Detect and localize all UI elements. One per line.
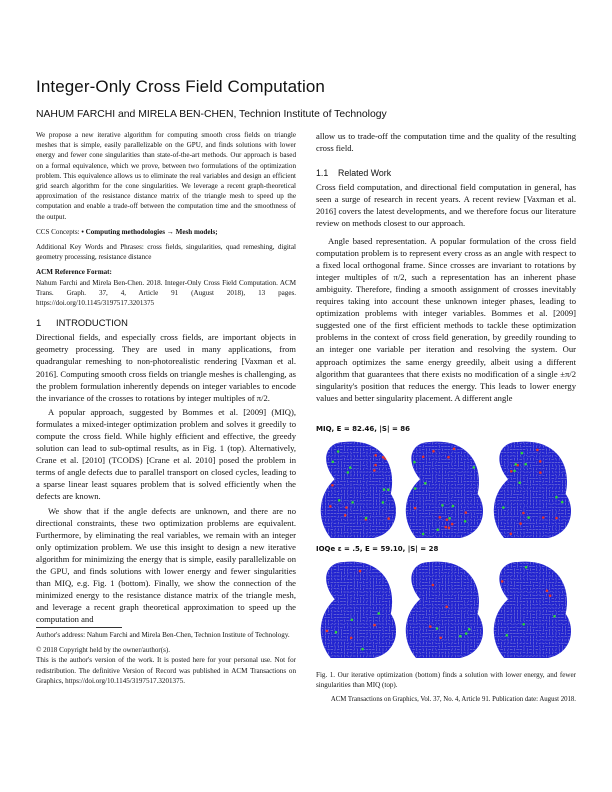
singularity-marker [522,623,525,626]
singularity-marker [345,506,348,509]
singularity-marker [332,461,335,464]
figure-row-ioqe [316,556,576,662]
singularity-marker [539,460,542,463]
figure-row-miq [316,436,576,542]
subsection-number: 1.1 [316,168,329,179]
singularity-marker [536,449,539,452]
singularity-marker [347,471,350,474]
singularity-marker [465,511,468,514]
singularity-marker [387,517,390,520]
acm-reference-label: ACM Reference Format: [36,268,112,277]
singularity-marker [502,506,505,509]
figure-label-ioqe: IOQe ε = .5, E = 59.10, |S| = 28 [316,545,439,553]
singularity-marker [432,450,435,453]
mesh-render-side [403,439,486,538]
author-address: Author's address: Nahum Farchi and Mirela Ben-Chen, Technion Institute of Technology. [36,631,290,639]
footnote-rule [36,627,122,628]
singularity-marker [473,466,476,469]
singularity-marker [464,520,467,523]
subsection-title: Related Work [338,168,392,179]
singularity-marker [331,484,334,487]
singularity-marker [338,499,341,502]
section-title: INTRODUCTION [56,317,128,329]
singularity-marker [414,487,417,490]
singularity-marker [374,464,377,467]
singularity-marker [351,619,354,622]
figure-label-miq: MIQ, E = 82.46, |S| = 86 [316,425,411,433]
singularity-marker [439,637,442,640]
intro-paragraph-2: A popular approach, suggested by Bommes et al. [2009] (MIQ), formulates a mixed-integer optimization problem and solves it greedily to compute the cross field. While highly efficient and effective, the greedy solution can lead to sub-optimal results, as in Fig. 1 (top). Alternatively, Crane et al. [2010] (TCODS) [Crane et al. 2010] posed the problem in terms of angle defects due to parallel transport on closed cycles, leading to a sparse linear least squares problem that is solved efficiently when the defects are known. [36,406,296,502]
mesh-render-front [318,439,397,538]
singularity-marker [439,516,442,519]
singularity-marker [335,631,338,634]
section-heading-related-work [316,168,576,178]
singularity-marker [422,533,425,536]
singularity-marker [522,512,525,515]
mesh-render-side [403,559,486,658]
ccs-label: CCS Concepts: [36,227,82,236]
right-intro-continuation: allow us to trade-off the computation time and the quality of the resulting cross field. [316,131,576,154]
mesh-render-back [491,559,574,658]
singularity-marker [373,624,376,627]
ccs-concepts [36,227,296,237]
singularity-marker [561,501,564,504]
section-heading-introduction [36,317,296,328]
singularity-marker [446,518,449,521]
singularity-marker [432,584,435,587]
singularity-marker [524,463,527,466]
singularity-marker [451,523,454,526]
copyright-notice: This is the author's version of the work. It is posted here for your personal use. Not for redistribution. The definitive Version of Record was published in ACM Transactions on Graphics, https://doi.org/10.1145/3197517.3201375. [36,656,296,685]
intro-paragraph-1: Directional fields, and especially cross fields, are important objects in geometry processing. They are used in many applications, from quadrangular remeshing to non-photorealistic rendering [Vaxman et al. 2016]. Computing smooth cross fields on triangle meshes is challenging, as the problem formulation inherently depends on integer variables to encode the invariance of the crosses to rotations by integer multiples of π/2. [36,332,296,403]
singularity-marker [350,637,353,640]
singularity-marker [382,456,385,459]
singularity-marker [452,505,455,508]
singularity-marker [465,632,468,635]
singularity-marker [459,635,462,638]
singularity-marker [359,570,362,573]
singularity-marker [447,456,450,459]
singularity-marker [365,517,368,520]
singularity-marker [521,452,524,455]
related-work-paragraph-2: Angle based representation. A popular formulation of the cross field computation problem is to represent every cross as an angle with respect to a fixed local orthogonal frame. Since crosses are invariant to rotations by integer multiples of π/2, such a representation has an inherent phase ambiguity. Therefore, finding a smooth assignment of crosses inevitably requires taking into account these unknown integer phases, leading to optimization problems with integer variables. Bommes et al. [2009] suggested one of the first efficient methods to tackle these optimization problems in the context of cross field generation, by greedily rounding to an integer one variable per iteration and resolving the system. Our approach optimizes the same energy greedily, albeit using a different algorithm that guarantees that there exists no modification of a single ±π/2 singularity's position that reduces the energy. This leads to lower energy values and better singularity placement. A different angle [316,235,576,403]
singularity-marker [559,450,562,453]
singularity-marker [349,466,352,469]
author-line: NAHUM FARCHI and MIRELA BEN-CHEN, Technion Institute of Technology [36,109,387,120]
singularity-marker [506,634,509,637]
mesh-render-front [318,559,397,658]
singularity-marker [514,463,517,466]
singularity-marker [525,566,528,569]
ccs-value: • Computing methodologies → Mesh models; [81,227,218,236]
singularity-marker [351,501,354,504]
singularity-marker [374,454,377,457]
singularity-marker [331,443,334,446]
singularity-marker [414,507,417,510]
singularity-marker [429,625,432,628]
singularity-marker [361,648,364,651]
singularity-marker [513,470,516,473]
singularity-marker [445,526,448,529]
singularity-marker [387,488,390,491]
singularity-marker [510,533,513,536]
page-footer: ACM Transactions on Graphics, Vol. 37, No. 4, Article 91. Publication date: August 2018. [330,696,576,703]
paper-title: Integer-Only Cross Field Computation [36,77,325,96]
singularity-marker [329,505,332,508]
singularity-marker [448,517,451,520]
singularity-marker [445,606,448,609]
singularity-marker [377,612,380,615]
singularity-marker [436,627,439,630]
singularity-marker [326,630,329,633]
keywords: Additional Key Words and Phrases: cross fields, singularities, quad remeshing, digital geometry processing, resistance distance [36,243,296,262]
singularity-marker [384,457,387,460]
copyright-line: © 2018 Copyright held by the owner/author(s). [36,646,171,655]
singularity-marker [549,594,552,597]
singularity-marker [422,456,425,459]
footnotes [36,630,296,686]
singularity-marker [468,628,471,631]
singularity-marker [519,522,522,525]
right-column [316,130,576,404]
singularity-marker [382,501,385,504]
singularity-marker [539,471,542,474]
intro-paragraph-3: We show that if the angle defects are unknown, and there are no directional constraints, these two optimization problems are equivalent. Furthermore, by eliminating the real variables, we remain with an integer only optimization problem. We use this insight to design a new iterative algorithm for minimizing the energy that is simple, easily parallelizable on the GPU, and finds solutions with lower energy and fewer singularities than MIQ, e.g. Fig. 1 (bottom). Finally, we show the connection of the minimized energy to the resistance distance matrix of the triangle mesh, and leverage a recent graph theoretical approximation to speed up the computation and [36,505,296,625]
singularity-marker [453,448,456,451]
singularity-marker [344,514,347,517]
figure-caption: Fig. 1. Our iterative optimization (bottom) finds a solution with lower energy, and fewer singularities than MIQ (top). [316,671,576,689]
singularity-marker [518,481,521,484]
abstract: We propose a new iterative algorithm for computing smooth cross fields on triangle meshes that is simple, easily parallelizable on the GPU, and finds solutions with lower energy and fewer cone singularities than state-of-the-art methods. Our approach is based on a formal equivalence, which we prove, between two formulations of the optimization problem. This equivalence allows us to eliminate the real variables and design an efficient grid search algorithm for the cone singularities. We leverage a recent graph-theoretical approximation of the resistance distance matrix of the triangle mesh to speed up the computation and enable a trade-off between the computation time and the smoothness of the output. [36,131,296,221]
related-work-paragraph-1: Cross field computation, and directional field computation in general, has seen a surge of research in recent years. A recent review [Vaxman et al. 2016] covers the latest developments, and we therefore focus our literature review on methods closest to our approach. [316,182,576,229]
singularity-marker [542,516,545,519]
singularity-marker [373,469,376,472]
singularity-marker [413,461,416,464]
singularity-marker [501,580,504,583]
singularity-marker [546,590,549,593]
singularity-marker [383,488,386,491]
singularity-marker [555,496,558,499]
acm-reference-text: Nahum Farchi and Mirela Ben-Chen. 2018. Integer-Only Cross Field Computation. ACM Trans. Graph. 37, 4, Article 91 (August 2018), 13 pages. https://doi.org/10.1145/3197517.3201375 [36,278,296,308]
mesh-render-back [491,439,574,538]
singularity-marker [553,615,556,618]
section-number: 1 [36,317,42,329]
singularity-marker [555,517,558,520]
singularity-marker [337,450,340,453]
singularity-marker [448,527,451,530]
singularity-marker [424,482,427,485]
left-column [36,130,296,626]
singularity-marker [436,528,439,531]
singularity-marker [510,470,513,473]
singularity-marker [527,516,530,519]
singularity-marker [412,443,415,446]
singularity-marker [441,504,444,507]
